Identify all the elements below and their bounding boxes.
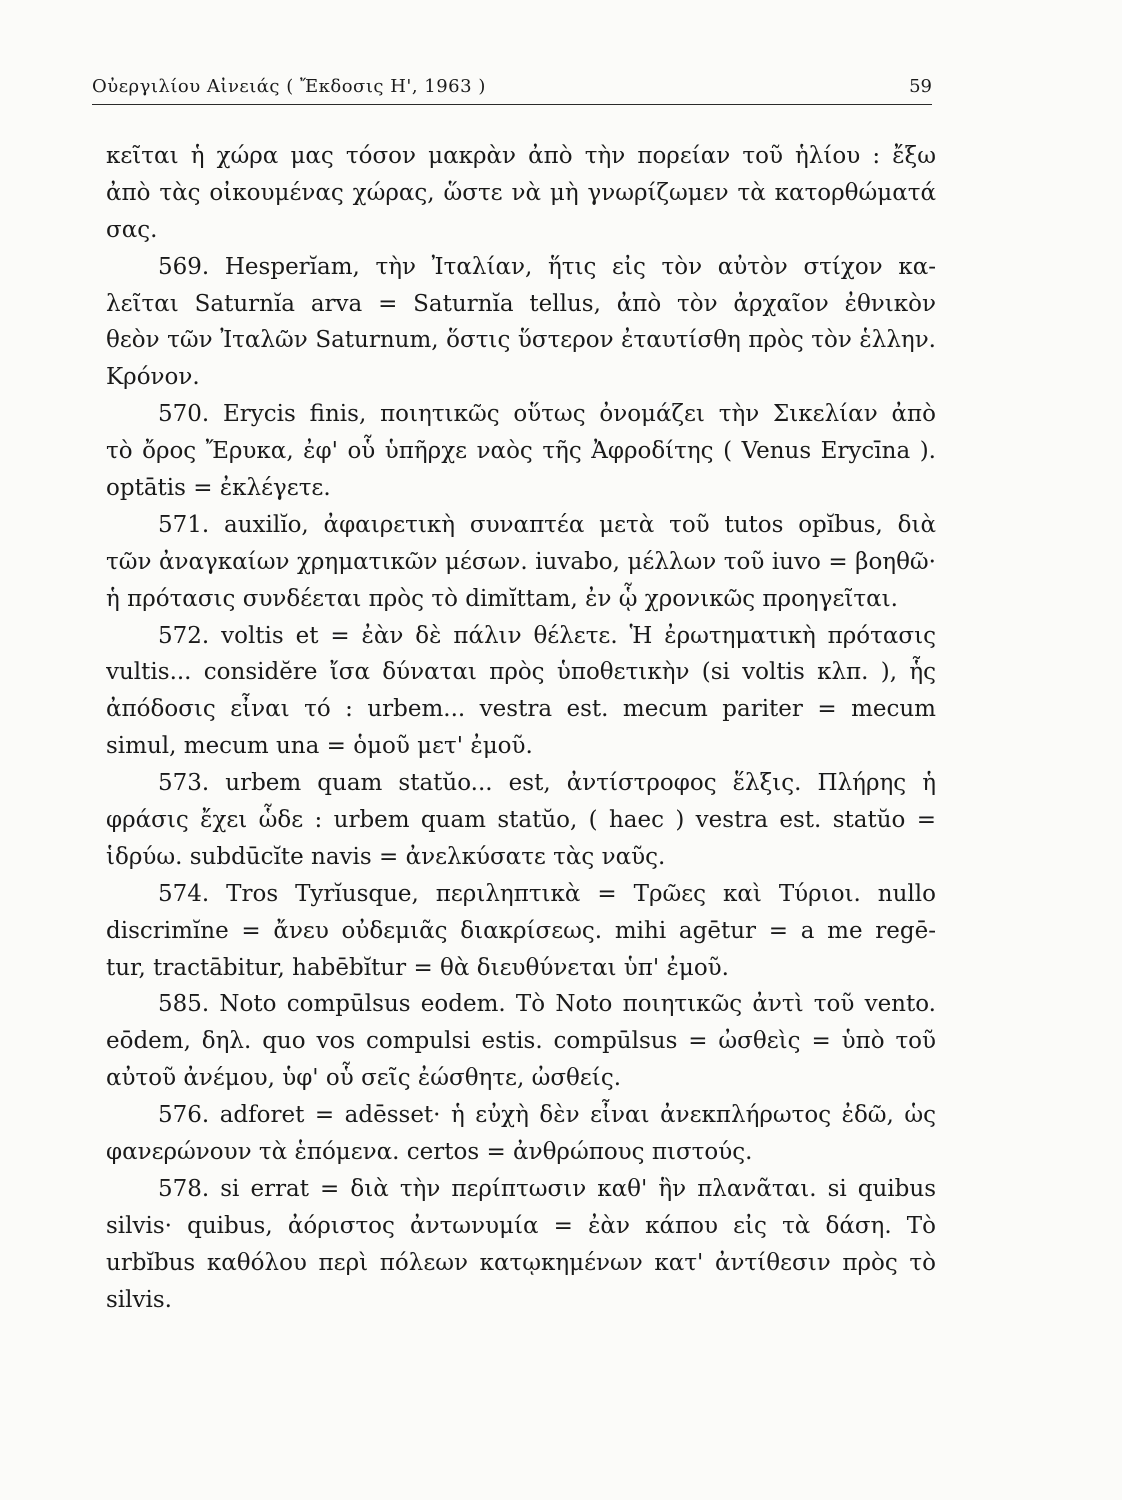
commentary-text xyxy=(106,138,936,1319)
text-line: αὐτοῦ ἀνέμου, ὑφ' οὗ σεῖς ἐώσθητε, ὠσθείς. xyxy=(106,1065,622,1092)
text-line: 572. voltis et = ἐὰν δὲ πάλιν θέλετε. Ἡ ἐρωτηματικὴ πρότασις xyxy=(158,622,936,649)
text-line: Κρόνον. xyxy=(106,364,200,391)
page-number: 59 xyxy=(909,76,932,97)
text-line: 576. adforet = adēsset· ἡ εὐχὴ δὲν εἶναι ἀνεκπλήρωτος ἐδῶ, ὡς xyxy=(158,1102,936,1129)
text-line: ἱδρύω. subdūcĭte navis = ἀνελκύσατε τὰς ναῦς. xyxy=(106,843,666,870)
text-line: tur, tractābitur, habēbĭtur = θὰ διευθύνεται ὑπ' ἐμοῦ. xyxy=(106,954,729,981)
text-line: φανερώνουν τὰ ἑπόμενα. certos = ἀνθρώπους πιστούς. xyxy=(106,1139,753,1166)
text-line: 570. Erycis finis, ποιητικῶς οὕτως ὀνομάζει τὴν Σικελίαν ἀπὸ xyxy=(158,401,936,428)
header-title: Οὐεργιλίου Αἰνειάς ( Ἔκδοσις Η', 1963 ) xyxy=(92,76,486,97)
text-line: τῶν ἀναγκαίων χρηματικῶν μέσων. iuvabo, μέλλων τοῦ iuvo = βοηθῶ· xyxy=(106,548,936,575)
text-line: 569. Hesperĭam, τὴν Ἰταλίαν, ἥτις εἰς τὸν αὐτὸν στίχον κα- xyxy=(158,253,936,280)
text-line: τὸ ὄρος Ἔρυκα, ἐφ' οὗ ὑπῆρχε ναὸς τῆς Ἀφροδίτης ( Venus Erycīna ). xyxy=(106,438,936,465)
text-line: ἡ πρότασις συνδέεται πρὸς τὸ dimĭttam, ἐν ᾧ χρονικῶς προηγεῖται. xyxy=(106,585,898,612)
text-line: vultis... considĕre ἴσα δύναται πρὸς ὑποθετικὴν (si voltis κλπ. ), ἧς xyxy=(106,659,936,686)
text-line: silvis· quibus, ἀόριστος ἀντωνυμία = ἐὰν κάπου εἰς τὰ δάση. Τὸ xyxy=(106,1212,936,1239)
text-line: λεῖται Saturnĭa arva = Saturnĭa tellus, ἀπὸ τὸν ἀρχαῖον ἐθνικὸν xyxy=(106,290,936,317)
text-line: θεὸν τῶν Ἰταλῶν Saturnum, ὅστις ὕστερον ἐταυτίσθη πρὸς τὸν ἑλλην. xyxy=(106,327,936,354)
text-line: eōdem, δηλ. quo vos compulsi estis. compūlsus = ὠσθεὶς = ὑπὸ τοῦ xyxy=(106,1028,936,1055)
text-line: ἀπὸ τὰς οἰκουμένας χώρας, ὥστε νὰ μὴ γνωρίζωμεν τὰ κατορθώματά xyxy=(106,179,936,206)
text-line: 571. auxilĭo, ἀφαιρετικὴ συναπτέα μετὰ τοῦ tutos opĭbus, διὰ xyxy=(158,511,936,538)
text-line: σας. xyxy=(106,216,158,243)
text-line: simul, mecum una = ὁμοῦ μετ' ἐμοῦ. xyxy=(106,733,533,760)
running-header xyxy=(92,74,932,105)
text-line: optātis = ἐκλέγετε. xyxy=(106,475,331,502)
text-line: 574. Tros Tyrĭusque, περιληπτικὰ = Τρῶες καὶ Τύριοι. nullo xyxy=(158,880,936,907)
text-line: 585. Noto compūlsus eodem. Τὸ Noto ποιητικῶς ἀντὶ τοῦ vento. xyxy=(158,991,936,1018)
text-line: κεῖται ἡ χώρα μας τόσον μακρὰν ἀπὸ τὴν πορείαν τοῦ ἡλίου : ἔξω xyxy=(106,143,936,169)
text-line: urbĭbus καθόλου περὶ πόλεων κατῳκημένων κατ' ἀντίθεσιν πρὸς τὸ xyxy=(106,1249,936,1276)
text-line: 573. urbem quam statŭo... est, ἀντίστροφος ἕλξις. Πλήρης ἡ xyxy=(158,770,936,797)
text-line: discrimĭne = ἄνευ οὐδεμιᾶς διακρίσεως. mihi agētur = a me regē- xyxy=(106,917,936,944)
text-line: 578. si errat = διὰ τὴν περίπτωσιν καθ' ἣν πλανᾶται. si quibus xyxy=(158,1175,936,1202)
text-line: silvis. xyxy=(106,1286,172,1313)
text-line: φράσις ἔχει ὧδε : urbem quam statŭo, ( haec ) vestra est. statŭo = xyxy=(106,807,936,834)
text-line: ἀπόδοσις εἶναι τό : urbem... vestra est. mecum pariter = mecum xyxy=(106,696,936,723)
